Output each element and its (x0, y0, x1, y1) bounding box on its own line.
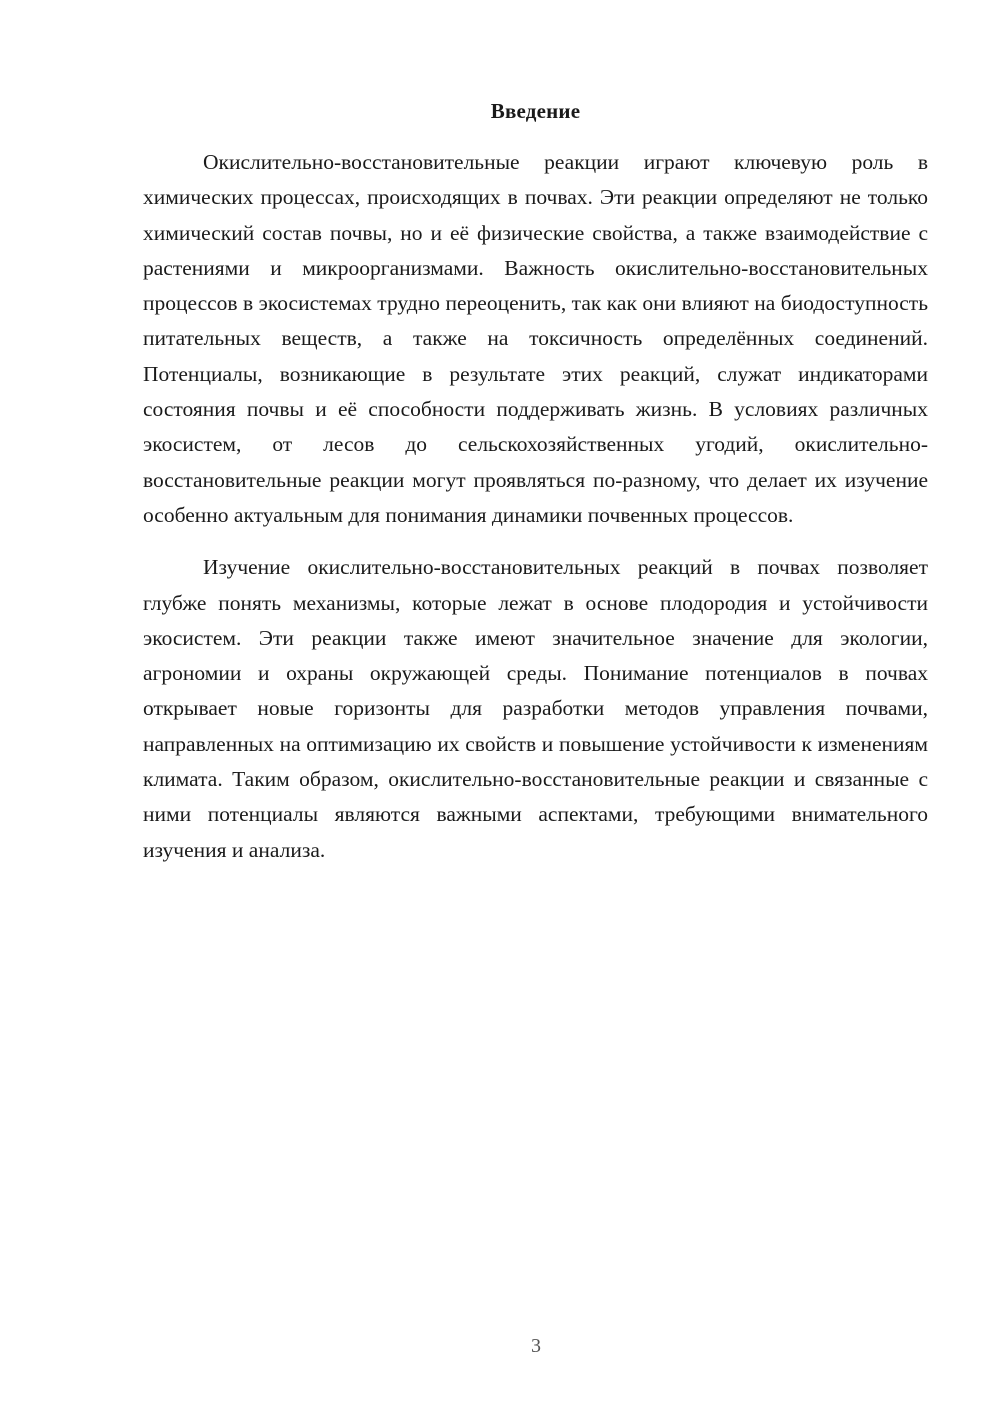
section-heading: Введение (490, 99, 581, 123)
page-number: 3 (531, 1335, 541, 1357)
body-text (143, 145, 928, 868)
paragraph-1: Окислительно-восстановительные реакции играют ключевую роль в химических процессах, происходящих в почвах. Эти реакции определяют не только химический состав почвы, но и её физические свойства, а также взаимодействие с растениями и микроорганизмами. Важность окислительно-восстановительных процессов в экосистемах трудно переоценить, так как они влияют на биодоступность питательных веществ, а также на токсичность определённых соединений. Потенциалы, возникающие в результате этих реакций, служат индикаторами состояния почвы и её способности поддерживать жизнь. В условиях различных экосистем, от лесов до сельскохозяйственных угодий, окислительно-восстановительные реакции могут проявляться по-разному, что делает их изучение особенно актуальным для понимания динамики почвенных процессов. (143, 150, 928, 527)
paragraph-2: Изучение окислительно-восстановительных реакций в почвах позволяет глубже понять механизмы, которые лежат в основе плодородия и устойчивости экосистем. Эти реакции также имеют значительное значение для экологии, агрономии и охраны окружающей среды. Понимание потенциалов в почвах открывает новые горизонты для разработки методов управления почвами, направленных на оптимизацию их свойств и повышение устойчивости к изменениям климата. Таким образом, окислительно-восстановительные реакции и связанные с ними потенциалы являются важными аспектами, требующими внимательного изучения и анализа. (143, 555, 928, 862)
